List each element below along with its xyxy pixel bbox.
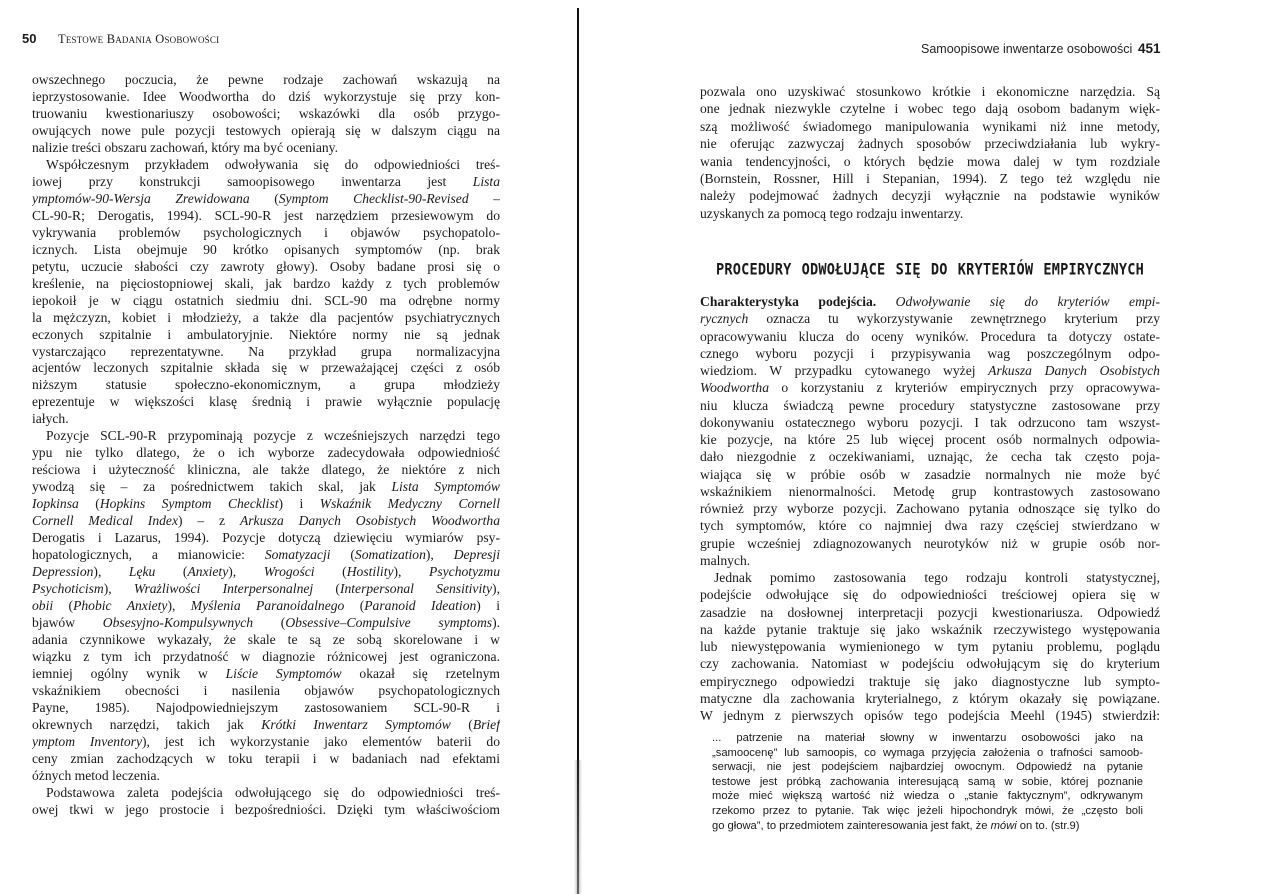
- text-run: icznych. Lista obejmuje 90 krótko opisanych symptomów (np. brak: [32, 241, 500, 257]
- italic-run: Myślenia Paranoidalnego: [190, 598, 345, 614]
- text-line: [32, 496, 500, 513]
- text-run: ) i: [278, 496, 320, 512]
- text-run: iałych.: [32, 411, 69, 427]
- text-run: Podstawowa zaleta podejścia odwołującego się do odpowiedniości treś-: [46, 784, 500, 800]
- text-line: [32, 140, 500, 157]
- text-run: óżnych metod leczenia.: [32, 767, 160, 783]
- text-line: [32, 157, 500, 174]
- text-run: ),: [93, 564, 129, 580]
- text-run: należy podejmować żadnych decyzji wyłącznie na podstawie wyników: [700, 188, 1160, 204]
- text-line: [700, 690, 1160, 707]
- left-page-number: 50: [22, 31, 37, 46]
- italic-run: Psychotyzmu: [429, 564, 500, 580]
- text-run: uzyskanych za pomocą tego rodzaju inwentarzy.: [700, 205, 964, 221]
- text-run: on to. (str.9): [1016, 819, 1080, 832]
- text-line: [32, 360, 500, 377]
- text-run: (: [53, 598, 74, 614]
- italic-run: Lista: [472, 173, 500, 189]
- text-run: czy zachowania. Natomiast w podejściu odwołującym się do kryterium: [700, 656, 1160, 672]
- text-line: [32, 700, 500, 717]
- left-running-title: Testowe Badania Osobowości: [58, 32, 220, 46]
- text-line: [32, 123, 500, 140]
- text-run: ), jest ich wykorzystanie jako elementów baterii do: [141, 733, 500, 749]
- text-run: owej tkwi w jego prostocie i bezpośredniości. Dzięki tym właściwościom: [32, 801, 500, 817]
- text-run: adania czynnikowe wykazały, że skale te są ze sobą skorelowane i w: [32, 631, 500, 647]
- text-run: (: [330, 547, 355, 563]
- italic-run: Iopkinsa: [32, 496, 79, 512]
- text-line: [700, 638, 1160, 655]
- text-line: [32, 89, 500, 106]
- right-paragraph-1: [700, 83, 1160, 222]
- text-line: [700, 655, 1160, 672]
- text-run: eprezentuje w większości klasę średnią i prawie wyłącznie populację: [32, 394, 500, 410]
- italic-run: Somatyzacji: [264, 547, 331, 563]
- text-run: W jednym z pierwszych opisów tego podejścia Meehl (1945) stwierdził:: [700, 708, 1160, 723]
- text-run: (: [314, 564, 347, 580]
- text-line: [32, 513, 500, 530]
- text-run: truowaniu kwestionariuszy osobowości; wskazówki dla osób przygo-: [32, 105, 500, 121]
- text-line: [700, 569, 1160, 586]
- text-run: ypu nie tylko dlatego, że o ich wyborze zadecydowała odpowiedniość: [32, 445, 500, 461]
- text-line: [712, 746, 1143, 761]
- text-run: „samoocenę” lub samoopis, co wymaga przyjęcia założenia o trafności samoob-: [712, 746, 1143, 759]
- text-run: iepokoił je w ciągu ostatnich siedmiu dni. SCL-90 ma odrębne normy: [32, 292, 500, 308]
- left-body-text: [32, 72, 500, 819]
- text-run: matyczne dla zachowania kryterialnego, z którym okazały się powiązane.: [700, 690, 1160, 706]
- text-line: [712, 731, 1143, 746]
- text-line: [700, 397, 1160, 414]
- italic-run: Liście Symptomów: [225, 665, 342, 681]
- text-line: [32, 683, 500, 700]
- italic-run: Woodwortha: [700, 380, 769, 396]
- text-run: szą możliwość świadomego manipulowania wynikami niż inne metody,: [700, 118, 1160, 134]
- text-line: [700, 500, 1160, 517]
- text-run: owszechnego poczucia, że pewne rodzaje zachowań wskazują na: [32, 72, 500, 87]
- text-run: ),: [393, 564, 430, 580]
- italic-run: Krótki Inwentarz Symptomów: [261, 716, 451, 732]
- text-run: (: [253, 615, 286, 630]
- block-quote: [712, 731, 1143, 833]
- text-line: [700, 310, 1160, 327]
- text-run: opracowywaniu klucza do oceny wyników. Procedura ta dotyczy ostate-: [700, 328, 1160, 344]
- text-line: [32, 72, 500, 89]
- text-line: [32, 785, 500, 802]
- text-line: [32, 734, 500, 751]
- text-run: vystarczająco reprezentatywne. Na przykład grupa normalizacyjna: [32, 343, 500, 359]
- text-run: petytu, uczucie słabości czy zawroty głowy). Osoby badane prosi się o: [32, 258, 500, 274]
- text-line: [32, 276, 500, 293]
- text-line: [32, 411, 500, 428]
- text-run: ),: [492, 581, 500, 597]
- italic-run: Obsessive–Compulsive symptoms: [285, 615, 493, 630]
- gutter-shadow: [574, 760, 582, 894]
- text-run: vykrywania problemów psychologicznych i objawów psychopatolo-: [32, 224, 500, 240]
- text-line: [700, 83, 1160, 100]
- text-run: ).: [492, 615, 500, 630]
- text-line: [32, 615, 500, 632]
- italic-run: Obsesyjno-Kompulsywnych: [102, 615, 254, 630]
- text-line: [32, 394, 500, 411]
- text-run: one jednak niezwykle czytelne i wobec tego dają osobom badanym więk-: [700, 101, 1160, 117]
- text-run: [876, 294, 895, 309]
- text-run: wiązku z tym ich przydatność w diagnozie różnicowej jest ograniczona.: [32, 648, 500, 664]
- text-run: (Bornstein, Rossner, Hill i Stepanian, 1994). Z tego też względu nie: [700, 170, 1160, 186]
- text-run: okazał się rzetelnym: [341, 665, 500, 681]
- text-line: [700, 586, 1160, 603]
- text-line: [712, 760, 1143, 775]
- text-line: [700, 448, 1160, 465]
- text-line: [700, 414, 1160, 431]
- text-run: oznacza tu wykorzystywanie zewnętrznego kryterium przy: [748, 311, 1160, 327]
- text-line: [700, 673, 1160, 690]
- bold-run: Charakterystyka podejścia.: [700, 294, 877, 309]
- text-run: (: [249, 190, 279, 206]
- text-line: [700, 604, 1160, 621]
- text-run: lub niewystępowania wymienionego w tym pytaniu problemu, poglądu: [700, 639, 1160, 654]
- text-line: [32, 479, 500, 496]
- text-line: [32, 649, 500, 666]
- text-run: tych symptomów, które co najmniej dwa razy częściej stwierdzano w: [700, 518, 1160, 534]
- text-line: [32, 344, 500, 361]
- text-run: nie oferując zazwyczaj żadnych sposobów przeciwdziałania lub wykry-: [700, 136, 1160, 152]
- text-run: nalizie treści obszaru zachowań, który ma być oceniany.: [32, 139, 338, 155]
- text-line: [700, 118, 1160, 135]
- italic-run: Wrażliwości Interpersonalnej: [133, 581, 314, 597]
- text-line: [700, 431, 1160, 448]
- italic-run: Hostility: [346, 564, 394, 580]
- text-line: [700, 535, 1160, 552]
- text-line: [32, 106, 500, 123]
- text-line: [32, 428, 500, 445]
- text-line: [32, 377, 500, 394]
- italic-run: ymptom Inventory: [32, 733, 142, 749]
- text-line: [32, 581, 500, 598]
- text-line: [32, 327, 500, 344]
- text-run: testowe jest próbką zachowania interesującą samą w sobie, której poznanie: [712, 775, 1143, 788]
- text-run: grupie wcześniej zdiagnozowanych neurotyków niż w grupie osób nor-: [700, 535, 1160, 551]
- text-run: Derogatis i Lazarus, 1994). Pozycje dotyczą dziewięciu wymiarów psy-: [32, 530, 500, 546]
- text-run: iemniej ogólny wynik w: [32, 665, 226, 681]
- text-line: [32, 717, 500, 734]
- text-line: [712, 775, 1143, 790]
- text-line: [32, 564, 500, 581]
- text-line: [700, 379, 1160, 396]
- text-line: [32, 598, 500, 615]
- text-line: [32, 242, 500, 259]
- text-run: ),: [228, 564, 264, 580]
- text-line: [700, 552, 1160, 569]
- text-run: bjawów: [32, 615, 103, 630]
- text-run: niu klucza świadczą pewne procedury statystyczne zastosowane przy: [700, 397, 1160, 413]
- text-run: vskaźnikiem obecności i nasilenia objawów psychopatologicznych: [32, 682, 500, 698]
- text-line: [700, 293, 1160, 310]
- text-line: [32, 259, 500, 276]
- text-line: [700, 621, 1160, 638]
- text-line: [32, 293, 500, 310]
- text-line: [32, 208, 500, 225]
- text-run: ceny zmian zachodzących w toku terapii i w badaniach nad efektami: [32, 750, 500, 766]
- italic-run: Symptom Checklist-90-Revised: [278, 190, 469, 206]
- text-line: [712, 804, 1143, 819]
- text-run: rzekomo przez to pytanie. Tak więc jeżeli hipochondryk mówi, że „często boli: [712, 804, 1143, 817]
- text-line: [700, 100, 1160, 117]
- italic-run: rycznych: [700, 311, 749, 327]
- text-run: wiedziom. W przypadku cytowanego wyżej: [700, 363, 989, 378]
- text-run: iowej przy konstrukcji samoopisowego inwentarza jest: [32, 173, 473, 189]
- italic-run: Wskaźnik Medyczny Cornell: [319, 496, 500, 512]
- text-run: ywodzą się – za pośrednictwem takich skal, jak: [32, 479, 392, 495]
- italic-run: Cornell Medical Index: [32, 513, 178, 529]
- italic-run: obii: [32, 598, 54, 614]
- text-run: ),: [425, 547, 454, 563]
- text-run: la mężczyzn, kobiet i młodzieży, a także dla pacjentów psychiatrycznych: [32, 309, 500, 325]
- text-run: okrewnych narzędzi, takich jak: [32, 716, 262, 732]
- italic-run: Somatization: [354, 547, 426, 563]
- text-run: również przy wyborze pozycji. Zachowano pytania odnoszące się tylko do: [700, 501, 1160, 516]
- text-line: [700, 466, 1160, 483]
- text-run: zasadzie na dosłownej interpretacji pozycji kwestionariusza. Odpowiedź: [700, 604, 1160, 620]
- text-run: eczonych szpitalnie i ambulatoryjnie. Niektóre normy nie są jednak: [32, 326, 500, 342]
- italic-run: Paranoid Ideation: [364, 598, 477, 614]
- text-run: CL-90-R; Derogatis, 1994). SCL-90-R jest narzędziem przesiewowym do: [32, 207, 500, 223]
- text-line: [32, 751, 500, 768]
- text-run: o korzystaniu z kryteriów empirycznych przy opracowywa-: [769, 380, 1160, 396]
- text-run: pozwala ono uzyskiwać stosunkowo krótkie i ekonomiczne narzędzia. Są: [700, 84, 1160, 99]
- text-line: [700, 135, 1160, 152]
- text-run: (: [155, 564, 188, 580]
- text-run: dało niezgodnie z oczekiwaniami, uznając, że cecha tak często poja-: [700, 449, 1160, 465]
- text-line: [700, 707, 1160, 724]
- text-run: wiająca się w próbie osób w zasadzie normalnych nie może być: [700, 466, 1160, 482]
- text-run: Pozycje SCL-90-R przypominają pozycje z wcześniejszych narzędzi tego: [46, 428, 500, 444]
- text-run: Współczesnym przykładem odwoływania się do odpowiedniości treś-: [46, 156, 500, 172]
- text-line: [32, 547, 500, 564]
- italic-run: Brief: [472, 716, 500, 732]
- text-run: (: [78, 496, 100, 512]
- right-page-number: 451: [1138, 41, 1161, 56]
- text-run: (: [344, 598, 365, 614]
- text-run: ),: [167, 598, 191, 614]
- text-run: ... patrzenie na materiał słowny w inwentarzu osobowości jako na: [712, 732, 1143, 744]
- text-run: podejście odwołujące się do odpowiedniości treściowej opiera się w: [700, 587, 1160, 603]
- text-run: może mieć większą wartość niż wiedza o „stanie faktycznym”, odkrywanym: [712, 790, 1143, 803]
- text-run: go głowa”, to przedmiotem zainteresowania jest fakt, że: [712, 819, 991, 832]
- text-line: [700, 517, 1160, 534]
- text-run: empirycznego odpowiedzi traktuje się jako diagnostyczne lub sympto-: [700, 673, 1160, 689]
- text-line: [712, 789, 1143, 804]
- text-line: [32, 632, 500, 649]
- text-line: [32, 666, 500, 683]
- text-run: na każde pytanie traktuje się jako wskaźnik rzeczywistego występowania: [700, 621, 1160, 637]
- italic-run: Lęku: [128, 564, 156, 580]
- right-paragraph-2: [700, 293, 1160, 724]
- text-line: [32, 802, 500, 819]
- text-line: [32, 191, 500, 208]
- text-line: [700, 205, 1160, 222]
- text-line: [700, 362, 1160, 379]
- italic-run: Arkusza Danych Osobistych Woodwortha: [239, 513, 500, 529]
- italic-run: Psychoticism: [32, 581, 104, 597]
- text-run: wania tendencyjności, o których będzie mowa dalej w tym rozdziale: [700, 153, 1160, 169]
- text-run: kie pozycje, na które 25 lub więcej procent osób normalnych odpowia-: [700, 432, 1160, 447]
- text-line: [700, 170, 1160, 187]
- text-line: [700, 345, 1160, 362]
- italic-run: Wrogości: [263, 564, 315, 580]
- text-run: wskaźnikiem nienormalności. Metodę grup kontrastowych zastosowano: [700, 483, 1160, 499]
- text-run: ) – z: [178, 513, 240, 529]
- text-run: acjentów leczonych szpitalnie składa się w przeważającej części z osób: [32, 360, 500, 376]
- text-run: owujących nowe pule pozycji testowych opierają się w dalszym ciągu na: [32, 122, 500, 138]
- text-line: [700, 153, 1160, 170]
- italic-run: mówi: [990, 819, 1017, 832]
- text-line: [32, 445, 500, 462]
- text-run: dokonywaniu ostatecznego wyboru pozycji. I tak odrzucono tam wszyst-: [700, 414, 1160, 430]
- text-run: –: [468, 190, 500, 206]
- text-line: [32, 310, 500, 327]
- text-run: (: [450, 716, 473, 732]
- italic-run: Interpersonal Sensitivity: [339, 581, 493, 597]
- text-run: kreślenie, na pięciostopniowej skali, jak bardzo każdy z tych problemów: [32, 275, 500, 291]
- italic-run: Lista Symptomów: [391, 479, 500, 495]
- text-line: [700, 328, 1160, 345]
- italic-run: Depresji: [453, 547, 500, 563]
- italic-run: Arkusza Danych Osobistych: [988, 363, 1160, 378]
- text-line: [712, 819, 1143, 834]
- italic-run: Odwoływanie się do kryteriów empi-: [895, 294, 1160, 309]
- text-run: ) i: [476, 598, 500, 614]
- text-run: serwacji, nie jest podejściem najbardziej owocnym. Odpowiedź na pytanie: [712, 761, 1143, 774]
- text-run: (: [313, 581, 340, 597]
- text-run: malnych.: [700, 552, 751, 568]
- text-line: [700, 187, 1160, 204]
- text-run: reściowa i użyteczność kliniczna, ale także dlatego, że niektóre z nich: [32, 462, 500, 478]
- text-line: [32, 768, 500, 785]
- right-running-title: Samoopisowe inwentarze osobowości: [921, 42, 1133, 56]
- text-run: hopatologicznych, a mianowicie:: [32, 547, 265, 563]
- text-run: Payne, 1985). Najodpowiedniejszym zastosowaniem SCL-90-R i: [32, 699, 500, 715]
- text-run: niższym statusie społeczno-ekonomicznym, a grupa młodzieży: [32, 377, 500, 393]
- italic-run: Phobic Anxiety: [73, 598, 168, 614]
- italic-run: Anxiety: [187, 564, 229, 580]
- text-line: [32, 225, 500, 242]
- italic-run: Depression: [32, 564, 94, 580]
- italic-run: ymptomów-90-Wersja Zrewidowana: [32, 190, 250, 206]
- text-line: [32, 530, 500, 547]
- italic-run: Hopkins Symptom Checklist: [99, 496, 279, 512]
- section-heading: PROCEDURY ODWOŁUJĄCE SIĘ DO KRYTERIÓW EMPIRYCZNYCH: [716, 260, 1144, 280]
- text-run: ieprzystosowanie. Idee Woodwortha do dziś wykorzystuje się przy kon-: [32, 88, 500, 104]
- text-run: Jednak pomimo zastosowania tego rodzaju kontroli statystycznej,: [714, 570, 1160, 585]
- text-run: ),: [103, 581, 134, 597]
- text-line: [700, 483, 1160, 500]
- text-line: [32, 174, 500, 191]
- text-run: cznego wyboru pozycji i przypisywania wag poszczególnym odpo-: [700, 345, 1160, 361]
- text-line: [32, 462, 500, 479]
